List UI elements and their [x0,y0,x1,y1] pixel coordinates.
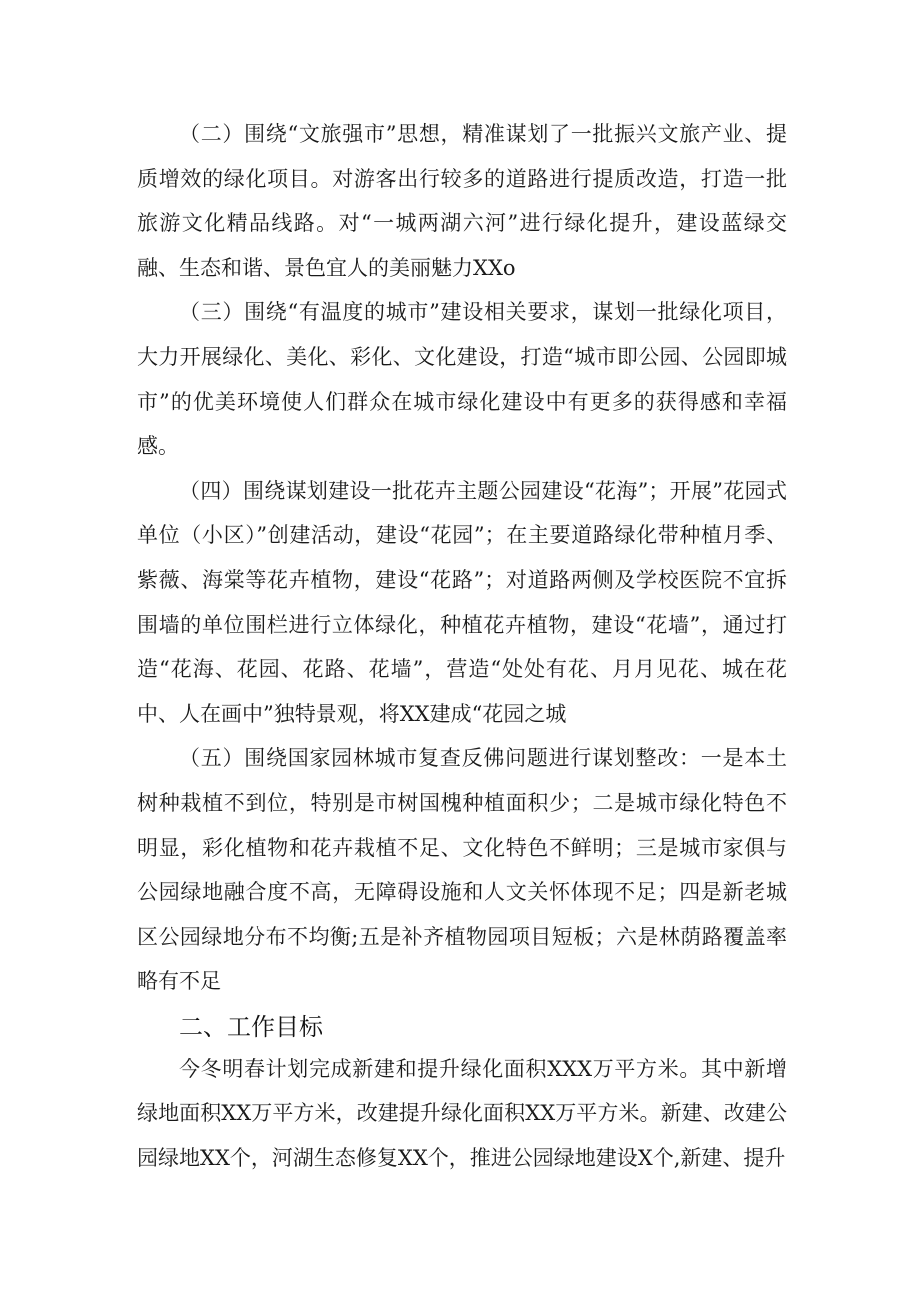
paragraph-work-goals: 今冬明春计划完成新建和提升绿化面积XXX万平方米。其中新增绿地面积XX万平方米，改建提升绿化面积XX万平方米。新建、改建公园绿地XX个，河湖生态修复XX个，推进公园绿地建设X个,新建、提升 [137,1056,787,1171]
section-heading: 二、工作目标 [179,1012,323,1041]
paragraph-flower-theme: （四）围绕谋划建设一批花卉主题公园建设“花海”；开展”花园式单位（小区）”创建活动，建设“花园”；在主要道路绿化带种植月季、紫薇、海棠等花卉植物，建设“花路”；对道路两侧及学校医院不宜拆围墙的单位围栏进行立体绿化，种植花卉植物，建设“花墙”，通过打造“花海、花园、花路、花墙”，营造“处处有花、月月见花、城在花中、人在画中”独特景观，将XX建成“花园之城 [137,478,787,726]
paragraph-warm-city: （三）围绕“有温度的城市”建设相关要求，谋划一批绿化项目，大力开展绿化、美化、彩化、文化建设，打造“城市即公园、公园即城市”的优美环境使人们群众在城市绿化建设中有更多的获得感和幸福感。 [137,300,787,459]
paragraph-rectification: （五）围绕国家园林城市复查反佛问题进行谋划整改：一是本土树种栽植不到位，特别是市树国槐种植面积少；二是城市绿化特色不明显，彩化植物和花卉栽植不足、文化特色不鲜明；三是城市家俱与公园绿地融合度不高，无障碍设施和人文关怀体现不足；四是新老城区公园绿地分布不均衡;五是补齐植物园项目短板；六是林荫路覆盖率略有不足 [137,746,787,994]
document-body [137,112,787,1181]
paragraph-culture-tourism: （二）围绕“文旅强市”思想，精准谋划了一批振兴文旅产业、提质增效的绿化项目。对游客出行较多的道路进行提质改造，打造一批旅游文化精品线路。对“一城两湖六河”进行绿化提升，建设蓝绿交融、生态和谐、景色宜人的美丽魅力XXo [137,122,787,280]
